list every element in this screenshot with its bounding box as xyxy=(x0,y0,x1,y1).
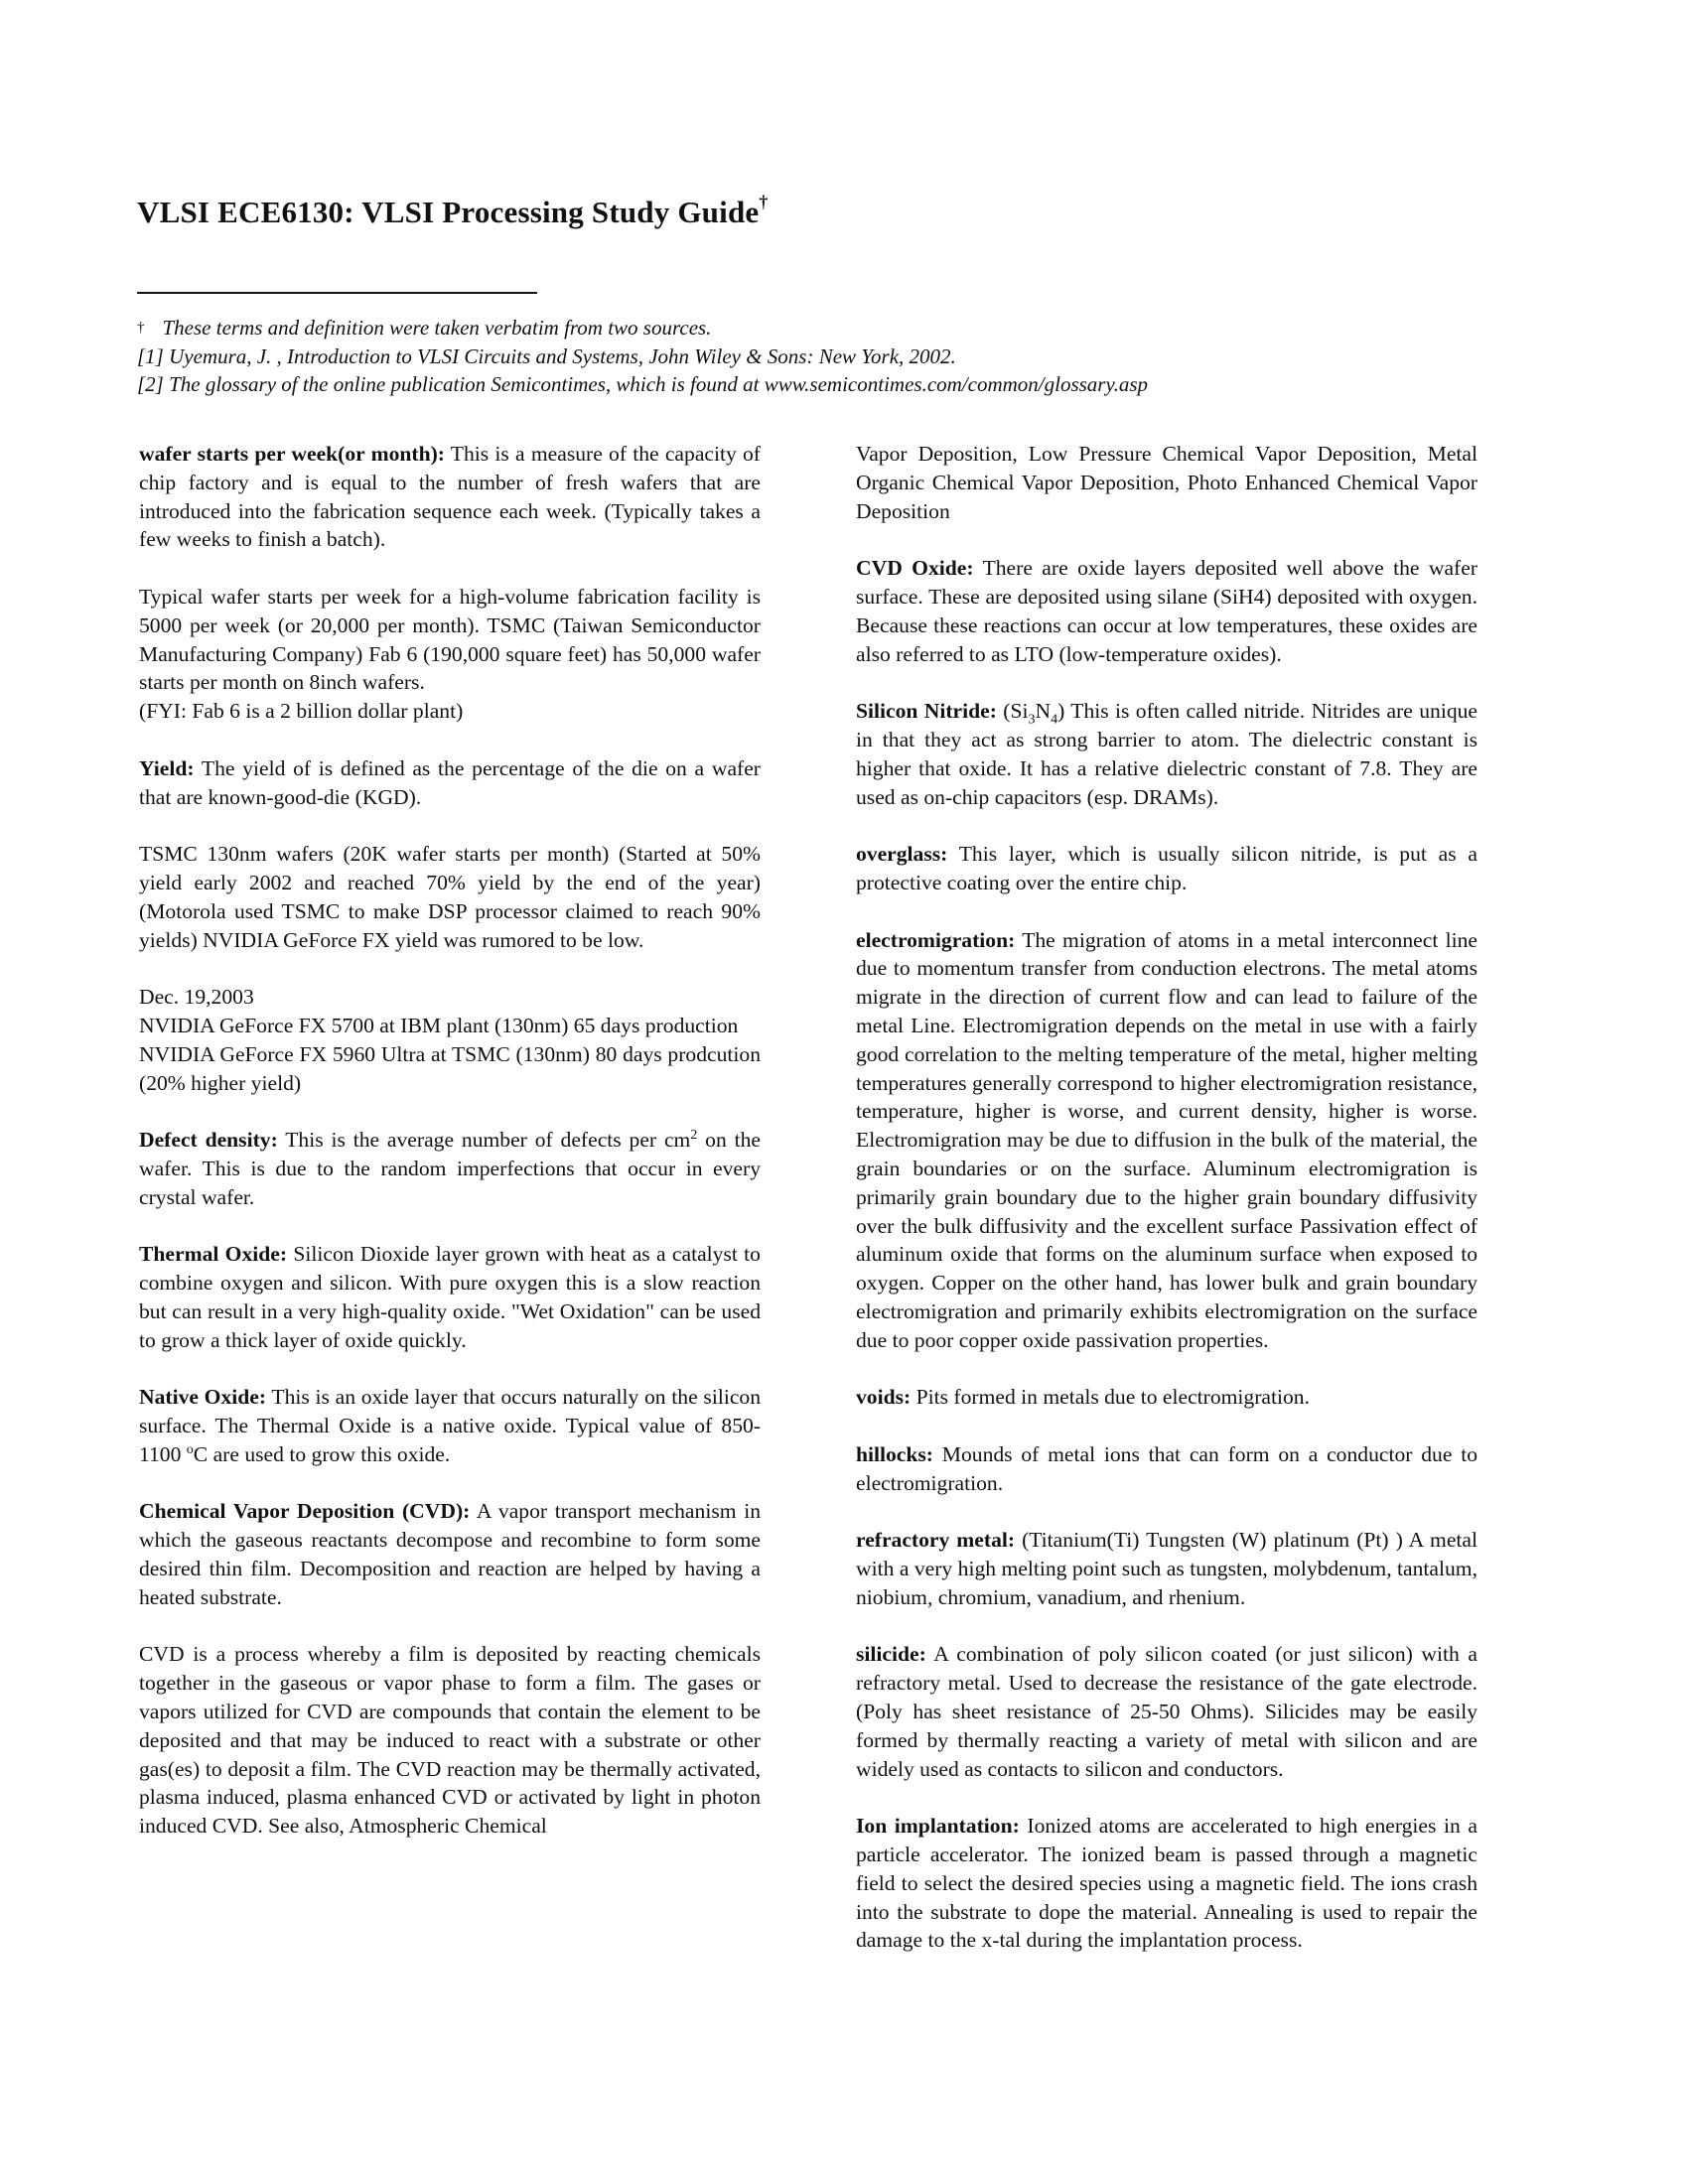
def-yield: The yield of is defined as the percentage of the die on a wafer that are known-good-die (KGD). xyxy=(139,755,761,809)
footnote-text-1: These terms and definition were taken verbatim from two sources. xyxy=(162,316,712,340)
footnote-line-1 xyxy=(137,314,1557,342)
title-dagger: † xyxy=(759,191,769,211)
paragraph-cvd-process: CVD is a process whereby a film is deposited by reacting chemicals together in the gaseous or vapor phase to form a film. The gases or vapors utilized for CVD are compounds that contain the element to be deposited and that may be induced to react with a substrate or other gas(es) to deposit a film. The CVD reaction may be thermally activated, plasma induced, plasma enhanced CVD or activated by light in photon induced CVD. See also, Atmospheric Chemical xyxy=(139,1642,761,1839)
entry-wafer-starts xyxy=(139,440,761,554)
entry-cvd xyxy=(139,1497,761,1611)
def-cvd-oxide: There are oxide layers deposited well above the wafer surface. These are deposited using silane (SiH4) deposited with oxygen. Because these reactions can occur at low temperatures, these oxides are also referred to as LTO (low-temperature oxides). xyxy=(856,556,1477,666)
entry-defect-density xyxy=(139,1126,761,1211)
entry-silicide xyxy=(856,1640,1477,1783)
paragraph-date: Dec. 19,2003 xyxy=(139,985,254,1010)
entry-ion-implantation xyxy=(856,1812,1477,1955)
term-yield: Yield: xyxy=(139,755,195,780)
footnote xyxy=(137,314,1557,399)
paragraph-nvidia-ibm: NVIDIA GeForce FX 5700 at IBM plant (130nm) 65 days production xyxy=(139,1013,739,1037)
subscript-4: 4 xyxy=(1051,712,1058,728)
paragraph-nvidia-tsmc: NVIDIA GeForce FX 5960 Ultra at TSMC (130nm) 80 days prodcution (20% higher yield) xyxy=(139,1041,761,1095)
term-refractory-metal: refractory metal: xyxy=(856,1528,1016,1553)
term-cvd-oxide: CVD Oxide: xyxy=(856,556,974,581)
page-title xyxy=(137,191,769,230)
term-wafer-starts: wafer starts per week(or month): xyxy=(139,442,445,466)
entry-silicon-nitride xyxy=(856,697,1477,811)
term-defect-density: Defect density: xyxy=(139,1128,278,1153)
footnote-divider xyxy=(137,292,537,294)
entry-voids xyxy=(856,1383,1477,1412)
formula-si: (Si xyxy=(996,699,1029,724)
term-silicide: silicide: xyxy=(856,1642,926,1667)
entry-native-oxide xyxy=(139,1383,761,1468)
def-wafer-starts: This is a measure of the capacity of chip factory and is equal to the number of fresh wafers that are introduced into the fabrication sequence each week. (Typically takes a few weeks to finish a batch). xyxy=(139,442,761,552)
def-defect-density-b: on the wafer. This is due to the random imperfections that occur in every crystal wafer. xyxy=(139,1128,761,1209)
term-ion-implantation: Ion implantation: xyxy=(856,1814,1020,1839)
def-silicide: A combination of poly silicon coated (or just silicon) with a refractory metal. Used to decrease the resistance of the gate electrode. (Poly has sheet resistance of 25-50 Ohms). Silicides may be easily formed by thermally reacting a variety of metal with silicon and are widely used as contacts to silicon and conductors. xyxy=(856,1642,1477,1781)
entry-thermal-oxide xyxy=(139,1240,761,1354)
paragraph-wafer-fyi: (FYI: Fab 6 is a 2 billion dollar plant) xyxy=(139,699,464,724)
right-column xyxy=(856,440,1477,1955)
def-electromigration: The migration of atoms in a metal interconnect line due to momentum transfer from conduction electrons. The metal atoms migrate in the direction of current flow and can lead to failure of the metal Line. Electromigration depends on the metal in use with a fairly good correlation to the melting temperature of the metal, higher melting temperatures generally correspond to higher electromigration resistance, temperature, higher is worse, and current density, higher is worse. Electromigration may be due to diffusion in the bulk of the material, the grain boundaries or on the surface. Aluminum electromigration is primarily grain boundary due to the higher grain boundary diffusivity over the bulk diffusivity and the excellent surface Passivation effect of aluminum oxide that forms on the aluminum surface when exposed to oxygen. Copper on the other hand, has lower bulk and grain boundary electromigration and primarily exhibits electromigration on the surface due to poor copper oxide passivation properties. xyxy=(856,927,1477,1352)
entry-hillocks xyxy=(856,1440,1477,1498)
def-native-oxide-a: This is an oxide layer that occurs naturally on the silicon surface. The Thermal Oxide is a native oxide. Typical value of 850-1100 xyxy=(139,1385,761,1466)
entry-refractory-metal xyxy=(856,1526,1477,1611)
paragraph-tsmc-note: TSMC 130nm wafers (20K wafer starts per month) (Started at 50% yield early 2002 and reached 70% yield by the end of the year) (Motorola used TSMC to make DSP processor claimed to reach 90% yields) NVIDIA GeForce FX yield was rumored to be low. xyxy=(139,842,761,952)
footnote-line-3: [2] The glossary of the online publication Semicontimes, which is found at www.semicontimes.com/common/glossary.asp xyxy=(137,372,1149,396)
def-hillocks: Mounds of metal ions that can form on a conductor due to electromigration. xyxy=(856,1441,1477,1495)
def-cvd: A vapor transport mechanism in which the gaseous reactants decompose and recombine to form some desired thin film. Decomposition and reaction are helped by having a heated substrate. xyxy=(139,1499,761,1609)
entry-overglass xyxy=(856,840,1477,897)
paragraph-wafer-typical: Typical wafer starts per week for a high-volume fabrication facility is 5000 per week (or 20,000 per month). TSMC (Taiwan Semiconductor Manufacturing Company) Fab 6 (190,000 square feet) has 50,000 wafer starts per month on 8inch wafers. xyxy=(139,584,761,695)
superscript-2: 2 xyxy=(690,1127,698,1143)
entry-yield xyxy=(139,754,761,812)
def-defect-density-a: This is the average number of defects per cm xyxy=(277,1128,691,1153)
term-thermal-oxide: Thermal Oxide: xyxy=(139,1242,288,1267)
formula-n: N xyxy=(1035,699,1052,724)
term-native-oxide: Native Oxide: xyxy=(139,1385,267,1410)
footnote-line-2: [1] Uyemura, J. , Introduction to VLSI Circuits and Systems, John Wiley & Sons: New York, 2002. xyxy=(137,343,956,368)
def-silicon-nitride: ) This is often called nitride. Nitrides are unique in that they act as strong barrier to atom. The dielectric constant is higher that oxide. It has a relative dielectric constant of 7.8. They are used as on-chip capacitors (esp. DRAMs). xyxy=(856,699,1477,809)
degree-mark: o xyxy=(186,1441,194,1457)
left-column xyxy=(139,440,761,1841)
def-ion-implantation: Ionized atoms are accelerated to high energies in a particle accelerator. The ionized beam is passed through a magnetic field to select the desired species using a magnetic field. The ions crash into the substrate to dope the material. Annealing is used to repair the damage to the x-tal during the implantation process. xyxy=(856,1814,1477,1953)
def-overglass: This layer, which is usually silicon nitride, is put as a protective coating over the entire chip. xyxy=(856,842,1477,894)
def-voids: Pits formed in metals due to electromigration. xyxy=(911,1385,1310,1410)
subscript-3: 3 xyxy=(1028,712,1036,728)
paragraph-cvd-continued: Vapor Deposition, Low Pressure Chemical Vapor Deposition, Metal Organic Chemical Vapor Deposition, Photo Enhanced Chemical Vapor Deposition xyxy=(856,442,1477,523)
def-thermal-oxide: Silicon Dioxide layer grown with heat as a catalyst to combine oxygen and silicon. With pure oxygen this is a slow reaction but can result in a very high-quality oxide. "Wet Oxidation" can be used to grow a thick layer of oxide quickly. xyxy=(139,1242,761,1352)
def-native-oxide-b: C are used to grow this oxide. xyxy=(193,1441,451,1466)
term-electromigration: electromigration: xyxy=(856,927,1016,952)
footnote-dagger: † xyxy=(137,320,145,336)
entry-electromigration xyxy=(856,926,1477,1355)
term-voids: voids: xyxy=(856,1385,912,1410)
term-hillocks: hillocks: xyxy=(856,1441,933,1466)
def-refractory-metal: (Titanium(Ti) Tungsten (W) platinum (Pt) ) A metal with a very high melting point such as tungsten, molybdenum, tantalum, niobium, chromium, vanadium, and rhenium. xyxy=(856,1528,1477,1609)
title-text: VLSI ECE6130: VLSI Processing Study Guide xyxy=(137,195,760,229)
term-cvd: Chemical Vapor Deposition (CVD): xyxy=(139,1499,471,1524)
entry-cvd-oxide xyxy=(856,554,1477,668)
term-silicon-nitride: Silicon Nitride: xyxy=(856,699,997,724)
term-overglass: overglass: xyxy=(856,842,948,867)
